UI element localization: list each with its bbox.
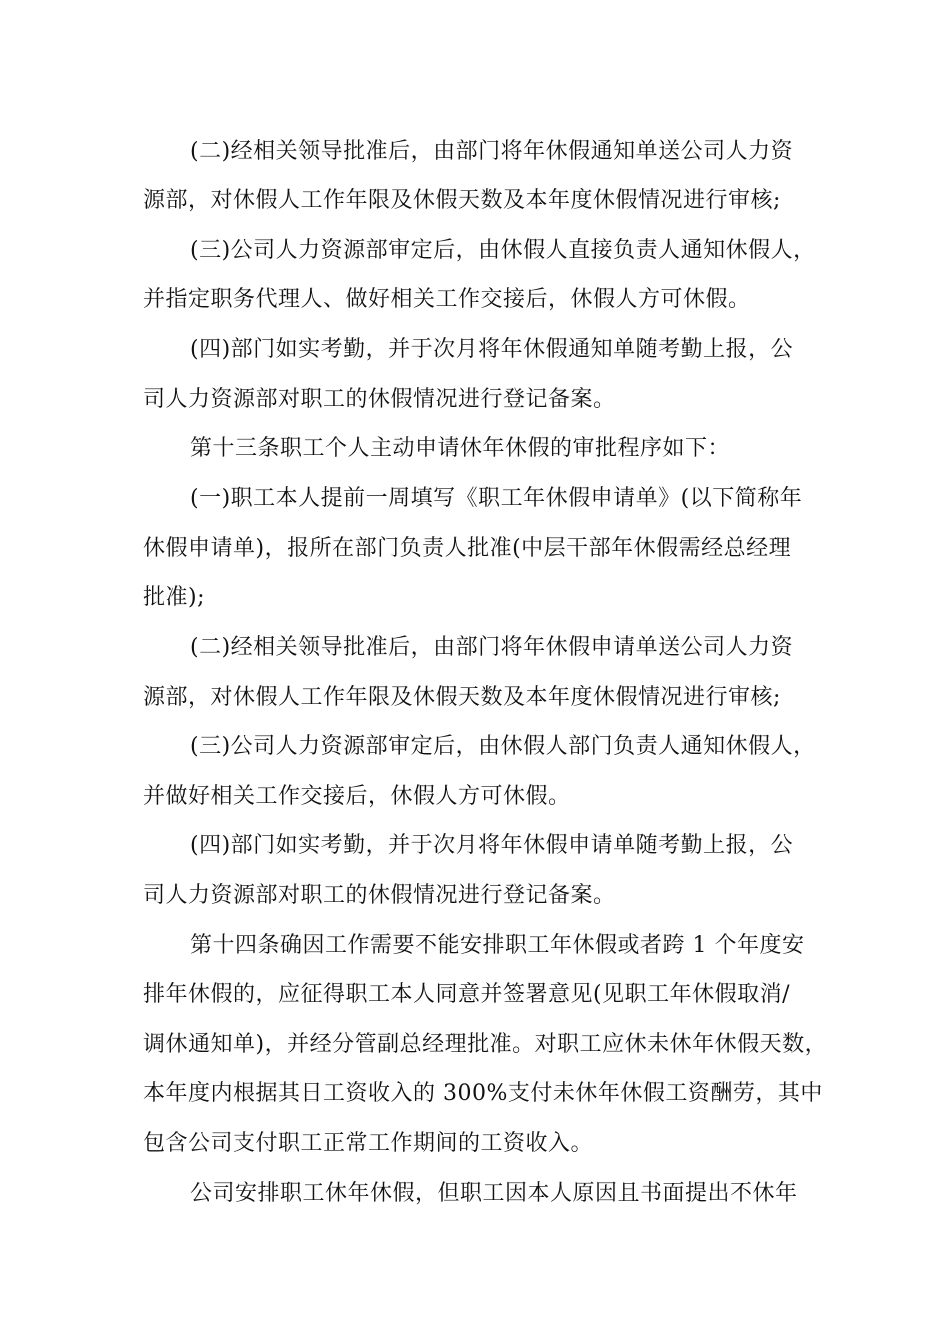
paragraph-line: (二)经相关领导批准后，由部门将年休假通知单送公司人力资 bbox=[190, 139, 794, 164]
paragraph-line: (四)部门如实考勤，并于次月将年休假通知单随考勤上报，公 bbox=[190, 337, 794, 362]
paragraph-line: 包含公司支付职工正常工作期间的工资收入。 bbox=[143, 1131, 594, 1156]
paragraph-line: 源部，对休假人工作年限及休假天数及本年度休假情况进行审核; bbox=[143, 188, 781, 213]
paragraph-line: (四)部门如实考勤，并于次月将年休假申请单随考勤上报，公 bbox=[190, 833, 794, 858]
paragraph-line: 休假申请单)，报所在部门负责人批准(中层干部年休假需经总经理 bbox=[143, 536, 792, 561]
paragraph-line: 调休通知单)，并经分管副总经理批准。对职工应休未休年休假天数， bbox=[143, 1032, 828, 1057]
paragraph-line: (三)公司人力资源部审定后，由休假人直接负责人通知休假人， bbox=[190, 238, 816, 263]
paragraph-line: 批准); bbox=[143, 585, 205, 610]
paragraph-line: 源部，对休假人工作年限及休假天数及本年度休假情况进行审核; bbox=[143, 685, 781, 710]
paragraph-line: 司人力资源部对职工的休假情况进行登记备案。 bbox=[143, 883, 616, 908]
paragraph-line: 并指定职务代理人、做好相关工作交接后，休假人方可休假。 bbox=[143, 287, 751, 312]
paragraph-line: 本年度内根据其日工资收入的 300%支付未休年休假工资酬劳，其中 bbox=[143, 1081, 823, 1106]
paragraph-line: (二)经相关领导批准后，由部门将年休假申请单送公司人力资 bbox=[190, 635, 794, 660]
section-heading: 第十三条职工个人主动申请休年休假的审批程序如下： bbox=[190, 436, 731, 461]
paragraph-line: 公司安排职工休年休假，但职工因本人原因且书面提出不休年 bbox=[190, 1181, 798, 1206]
paragraph-line: (一)职工本人提前一周填写《职工年休假申请单》(以下简称年 bbox=[190, 486, 803, 511]
paragraph-line: 并做好相关工作交接后，休假人方可休假。 bbox=[143, 784, 571, 809]
paragraph-line: 排年休假的，应征得职工本人同意并签署意见(见职工年休假取消/ bbox=[143, 982, 790, 1007]
paragraph-line: (三)公司人力资源部审定后，由休假人部门负责人通知休假人， bbox=[190, 734, 816, 759]
paragraph-line: 司人力资源部对职工的休假情况进行登记备案。 bbox=[143, 387, 616, 412]
section-heading: 第十四条确因工作需要不能安排职工年休假或者跨 1 个年度安 bbox=[190, 933, 805, 958]
